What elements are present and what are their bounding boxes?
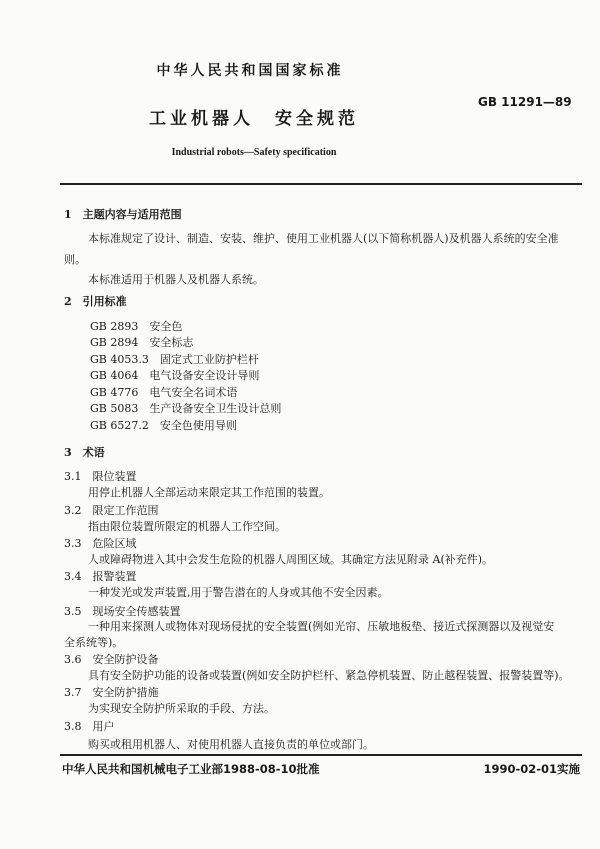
term-title: 3.6 安全防护设备 xyxy=(64,653,159,666)
term-definition: 人或障碍物进入其中会发生危险的机器人周围区域。其确定方法见附录 A(补充件)。 xyxy=(88,553,494,566)
term-title: 3.7 安全防护措施 xyxy=(64,686,159,699)
reference-item: GB 5083 生产设备安全卫生设计总则 xyxy=(90,402,282,415)
term-definition: 全系统等)。 xyxy=(64,636,124,649)
term-definition: 指由限位装置所限定的机器人工作空间。 xyxy=(88,520,286,533)
effective-date: 1990-02-01实施 xyxy=(483,762,580,776)
document-title: 工业机器人 安全规范 xyxy=(149,109,359,129)
term-title: 3.3 危险区域 xyxy=(64,537,137,550)
term-definition: 为实现安全防护所采取的手段、方法。 xyxy=(88,702,275,715)
term-title: 3.1 限位装置 xyxy=(64,470,137,483)
term-definition: 一种用来探测人或物体对现场侵扰的安全装置(例如光帘、压敏地板垫、接近式探测器以及视觉安 xyxy=(88,620,555,633)
term-definition: 具有安全防护功能的设备或装置(例如安全防护栏杆、紧急停机装置、防止越程装置、报警装置等)。 xyxy=(88,669,570,682)
standard-code: GB 11291—89 xyxy=(478,95,572,109)
paragraph: 本标准适用于机器人及机器人系统。 xyxy=(88,273,264,286)
reference-item: GB 6527.2 安全色使用导则 xyxy=(90,419,237,432)
term-definition: 购买或租用机器人、对使用机器人直接负责的单位或部门。 xyxy=(88,738,374,751)
approval-note: 中华人民共和国机械电子工业部1988-08-10批准 xyxy=(62,762,320,776)
reference-item: GB 2893 安全色 xyxy=(90,320,183,333)
reference-item: GB 4776 电气安全名词术语 xyxy=(90,386,238,399)
section-1-heading: 1 主题内容与适用范围 xyxy=(64,208,182,221)
national-standard-label: 中华人民共和国国家标准 xyxy=(156,63,344,79)
reference-item: GB 4053.3 固定式工业防护栏杆 xyxy=(90,353,259,366)
paragraph: 本标准规定了设计、制造、安装、维护、使用工业机器人(以下简称机器人)及机器人系统的安全准 xyxy=(88,232,559,245)
header-divider xyxy=(60,183,582,185)
paragraph: 则。 xyxy=(64,253,86,266)
term-definition: 用停止机器人全部运动来限定其工作范围的装置。 xyxy=(88,486,330,499)
section-3-heading: 3 术语 xyxy=(64,446,105,459)
section-2-heading: 2 引用标准 xyxy=(64,295,127,308)
term-title: 3.2 限定工作范围 xyxy=(64,504,159,517)
document-title-en: Industrial robots—Safety specification xyxy=(171,147,337,158)
term-title: 3.4 报警装置 xyxy=(64,570,137,583)
term-title: 3.5 现场安全传感装置 xyxy=(64,605,181,618)
reference-item: GB 4064 电气设备安全设计导则 xyxy=(90,369,260,382)
reference-item: GB 2894 安全标志 xyxy=(90,336,194,349)
term-definition: 一种发光或发声装置,用于警告潜在的人身或其他不安全因素。 xyxy=(88,586,389,599)
footer-divider xyxy=(60,754,582,756)
term-title: 3.8 用户 xyxy=(64,720,115,733)
